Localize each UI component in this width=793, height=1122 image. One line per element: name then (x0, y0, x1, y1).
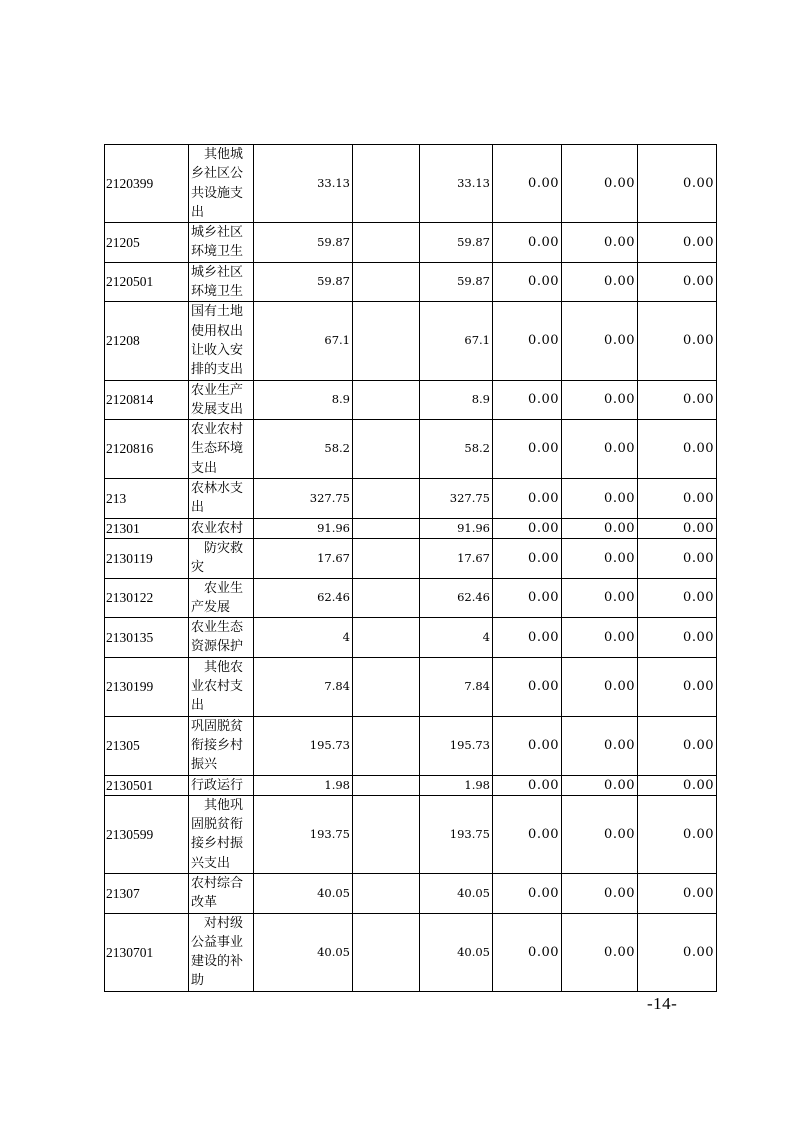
row-name: 其他巩固脱贫衔接乡村振兴支出 (189, 795, 254, 873)
row-col4: 0.00 (493, 223, 562, 263)
row-col5: 0.00 (562, 775, 638, 795)
row-code: 21208 (105, 302, 189, 380)
row-total: 62.46 (254, 578, 353, 618)
row-total: 17.67 (254, 538, 353, 578)
row-col3: 8.9 (420, 380, 493, 420)
row-total: 8.9 (254, 380, 353, 420)
row-code: 21307 (105, 873, 189, 913)
row-col5: 0.00 (562, 578, 638, 618)
row-col5: 0.00 (562, 262, 638, 302)
row-col3: 62.46 (420, 578, 493, 618)
row-total: 67.1 (254, 302, 353, 380)
row-col3: 7.84 (420, 657, 493, 716)
row-name: 巩固脱贫衔接乡村振兴 (189, 716, 254, 775)
row-col3: 195.73 (420, 716, 493, 775)
row-total: 40.05 (254, 913, 353, 991)
row-col2 (353, 795, 420, 873)
row-name: 农村综合改革 (189, 873, 254, 913)
row-total: 58.2 (254, 420, 353, 479)
table-row (105, 775, 717, 795)
table-row (105, 380, 717, 420)
row-code: 21301 (105, 518, 189, 538)
row-col2 (353, 420, 420, 479)
row-col4: 0.00 (493, 716, 562, 775)
row-col6: 0.00 (638, 145, 717, 223)
row-col3: 59.87 (420, 223, 493, 263)
row-col3: 4 (420, 618, 493, 658)
row-col2 (353, 578, 420, 618)
row-name: 防灾救灾 (189, 538, 254, 578)
row-total: 40.05 (254, 873, 353, 913)
row-col4: 0.00 (493, 479, 562, 519)
row-col5: 0.00 (562, 420, 638, 479)
table-row (105, 657, 717, 716)
table-row (105, 223, 717, 263)
row-col6: 0.00 (638, 578, 717, 618)
row-col2 (353, 913, 420, 991)
row-code: 2130599 (105, 795, 189, 873)
row-code: 213 (105, 479, 189, 519)
row-col6: 0.00 (638, 302, 717, 380)
row-name: 国有土地使用权出让收入安排的支出 (189, 302, 254, 380)
row-col5: 0.00 (562, 657, 638, 716)
row-col4: 0.00 (493, 775, 562, 795)
row-col4: 0.00 (493, 380, 562, 420)
row-col4: 0.00 (493, 873, 562, 913)
table-row (105, 873, 717, 913)
row-col2 (353, 657, 420, 716)
row-code: 2130199 (105, 657, 189, 716)
row-col6: 0.00 (638, 716, 717, 775)
row-col4: 0.00 (493, 618, 562, 658)
row-code: 21305 (105, 716, 189, 775)
row-col4: 0.00 (493, 795, 562, 873)
row-col5: 0.00 (562, 618, 638, 658)
row-col2 (353, 380, 420, 420)
table-row (105, 795, 717, 873)
row-col4: 0.00 (493, 518, 562, 538)
row-col6: 0.00 (638, 420, 717, 479)
row-col2 (353, 518, 420, 538)
table-row (105, 716, 717, 775)
row-name: 对村级公益事业建设的补助 (189, 913, 254, 991)
table-row (105, 518, 717, 538)
row-col5: 0.00 (562, 479, 638, 519)
row-col3: 17.67 (420, 538, 493, 578)
row-col4: 0.00 (493, 578, 562, 618)
row-col2 (353, 538, 420, 578)
row-col4: 0.00 (493, 657, 562, 716)
row-col3: 91.96 (420, 518, 493, 538)
row-code: 2120814 (105, 380, 189, 420)
row-code: 2120816 (105, 420, 189, 479)
row-name: 农业生产发展支出 (189, 380, 254, 420)
row-col3: 59.87 (420, 262, 493, 302)
row-name: 其他城乡社区公共设施支出 (189, 145, 254, 223)
row-col6: 0.00 (638, 795, 717, 873)
row-col4: 0.00 (493, 302, 562, 380)
row-col3: 58.2 (420, 420, 493, 479)
row-col6: 0.00 (638, 775, 717, 795)
table-row (105, 618, 717, 658)
row-total: 327.75 (254, 479, 353, 519)
row-col6: 0.00 (638, 657, 717, 716)
row-col3: 67.1 (420, 302, 493, 380)
row-code: 2130122 (105, 578, 189, 618)
row-col4: 0.00 (493, 913, 562, 991)
row-col3: 193.75 (420, 795, 493, 873)
row-total: 4 (254, 618, 353, 658)
row-col5: 0.00 (562, 795, 638, 873)
row-col5: 0.00 (562, 873, 638, 913)
table-row (105, 302, 717, 380)
row-col5: 0.00 (562, 145, 638, 223)
row-total: 59.87 (254, 223, 353, 263)
row-total: 193.75 (254, 795, 353, 873)
row-total: 1.98 (254, 775, 353, 795)
table-row (105, 420, 717, 479)
row-col2 (353, 479, 420, 519)
row-col3: 40.05 (420, 913, 493, 991)
row-col2 (353, 716, 420, 775)
row-name: 行政运行 (189, 775, 254, 795)
row-col4: 0.00 (493, 145, 562, 223)
row-col3: 40.05 (420, 873, 493, 913)
row-name: 农林水支出 (189, 479, 254, 519)
row-total: 59.87 (254, 262, 353, 302)
table-row (105, 479, 717, 519)
row-col2 (353, 302, 420, 380)
row-col2 (353, 223, 420, 263)
row-name: 农业农村生态环境支出 (189, 420, 254, 479)
row-col6: 0.00 (638, 223, 717, 263)
row-name: 农业农村 (189, 518, 254, 538)
row-col2 (353, 262, 420, 302)
row-col3: 327.75 (420, 479, 493, 519)
row-name: 其他农业农村支出 (189, 657, 254, 716)
table-row (105, 262, 717, 302)
row-code: 2130135 (105, 618, 189, 658)
row-code: 21205 (105, 223, 189, 263)
row-col3: 33.13 (420, 145, 493, 223)
row-col2 (353, 145, 420, 223)
row-col2 (353, 873, 420, 913)
row-col6: 0.00 (638, 538, 717, 578)
row-total: 33.13 (254, 145, 353, 223)
row-code: 2120501 (105, 262, 189, 302)
row-col4: 0.00 (493, 420, 562, 479)
row-name: 城乡社区环境卫生 (189, 262, 254, 302)
budget-table (104, 144, 717, 992)
row-col6: 0.00 (638, 518, 717, 538)
page-number: -14- (647, 994, 678, 1013)
row-col4: 0.00 (493, 262, 562, 302)
row-col6: 0.00 (638, 380, 717, 420)
row-col6: 0.00 (638, 873, 717, 913)
row-code: 2130701 (105, 913, 189, 991)
row-code: 2130119 (105, 538, 189, 578)
row-total: 91.96 (254, 518, 353, 538)
row-col3: 1.98 (420, 775, 493, 795)
row-col5: 0.00 (562, 913, 638, 991)
row-code: 2130501 (105, 775, 189, 795)
row-col4: 0.00 (493, 538, 562, 578)
row-col5: 0.00 (562, 380, 638, 420)
row-name: 农业生产发展 (189, 578, 254, 618)
row-col2 (353, 775, 420, 795)
row-col5: 0.00 (562, 223, 638, 263)
row-col2 (353, 618, 420, 658)
row-col5: 0.00 (562, 302, 638, 380)
row-total: 7.84 (254, 657, 353, 716)
row-col6: 0.00 (638, 262, 717, 302)
row-col5: 0.00 (562, 716, 638, 775)
row-col6: 0.00 (638, 618, 717, 658)
row-col5: 0.00 (562, 518, 638, 538)
table-row (105, 913, 717, 991)
row-col6: 0.00 (638, 479, 717, 519)
row-col5: 0.00 (562, 538, 638, 578)
row-code: 2120399 (105, 145, 189, 223)
table-row (105, 538, 717, 578)
row-name: 城乡社区环境卫生 (189, 223, 254, 263)
row-total: 195.73 (254, 716, 353, 775)
row-name: 农业生态资源保护 (189, 618, 254, 658)
row-col6: 0.00 (638, 913, 717, 991)
table-row (105, 578, 717, 618)
table-row (105, 145, 717, 223)
